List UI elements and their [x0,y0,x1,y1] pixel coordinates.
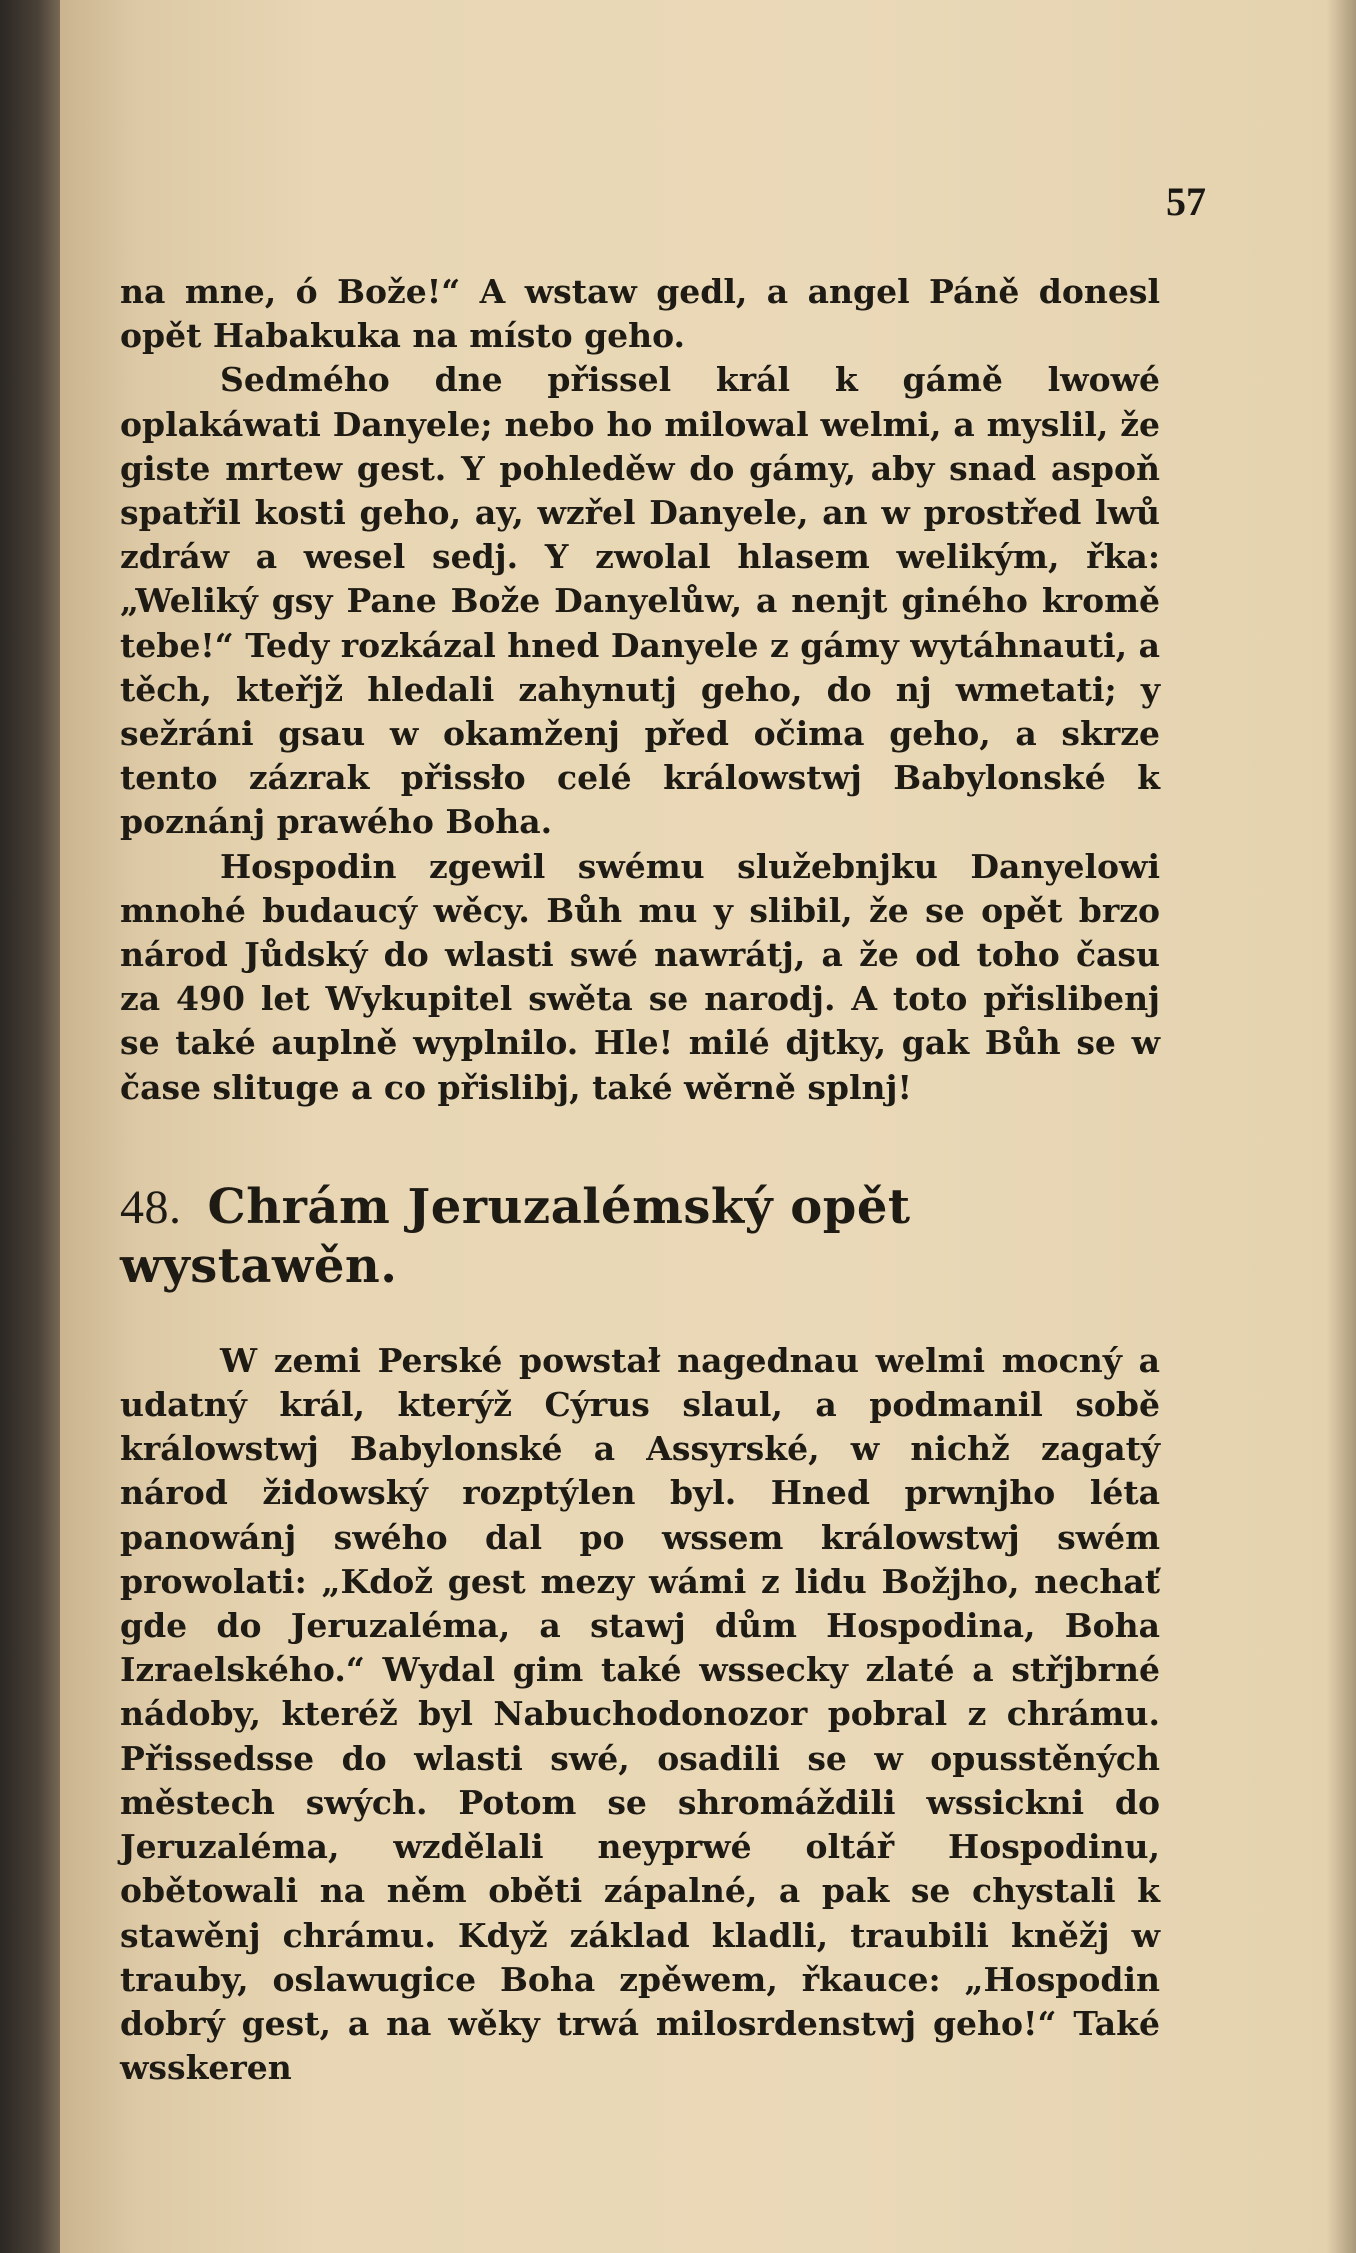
page-body [120,270,1160,2090]
paragraph-daniel-rescued: Sedmého dne přissel král k gámě lwowé oplakáwati Danyele; nebo ho milowal welmi, a myslil, že giste mrtew gest. Y pohleděw do gámy, aby snad aspoň spatřil kosti geho, ay, wzřel Danyele, an w prostřed lwů zdráw a wesel sedj. Y zwolal hlasem welikým, řka: „Weliký gsy Pane Bože Danyelůw, a nenjt giného kromě tebe!“ Tedy rozkázal hned Danyele z gámy wytáhnauti, a těch, kteřjž hledali zahynutj geho, do nj wmetati; y sežráni gsau w okamženj před očima geho, a skrze tento zázrak přissło celé králowstwj Babylonské k poznánj prawého Boha. [120,360,1160,842]
paragraph-continuation: na mne, ó Bože!“ A wstaw gedl, a angel Páně donesl opět Habakuka na místo geho. [120,272,1160,356]
paragraph-prophecy: Hospodin zgewil swému služebnjku Danyelowi mnohé budaucý wěcy. Bůh mu y slibil, že se opět brzo národ Jůdský do wlasti swé nawrátj, a že od toho času za 490 let Wykupitel swěta se narodj. A toto přislibenj se také auplně wyplnilo. Hle! milé djtky, gak Bůh se w čase slituge a co přislibj, také wěrně splnj! [120,846,1160,1107]
page-number: 57 [1166,179,1206,224]
section-heading [120,1178,1160,1295]
section-number: 48. [120,1180,182,1234]
book-page [60,0,1356,2253]
section-title: Chrám Jeruzalémský opět wystawěn. [120,1178,911,1294]
page-edge-shade [1326,0,1356,2253]
paragraph-temple-rebuilt: W zemi Perské powstał nagednau welmi mocný a udatný král, kterýž Cýrus slaul, a podmanil sobě králowstwj Babylonské a Assyrské, w nichž zagatý národ židowský rozptýlen byl. Hned prwnjho léta panowánj swého dal po wssem králowstwj swém prowolati: „Kdož gest mezy wámi z lidu Božjho, nechať gde do Jeruzaléma, a stawj dům Hospodina, Boha Izraelského.“ Wydal gim také wssecky zlaté a střjbrné nádoby, kteréž byl Nabuchodonozor pobral z chrámu. Přissedsse do wlasti swé, osadili se w opusstěných městech swých. Potom se shromáždili wssickni do Jeruzaléma, wzdělali neyprwé oltář Hospodinu, obětowali na něm oběti zápalné, a pak se chystali k stawěnj chrámu. Když základ kladli, traubili kněžj w trauby, oslawugice Boha zpěwem, řkauce: „Hospodin dobrý gest, a na wěky trwá milosrdenstwj geho!“ Také wsskeren [120,1340,1160,2088]
